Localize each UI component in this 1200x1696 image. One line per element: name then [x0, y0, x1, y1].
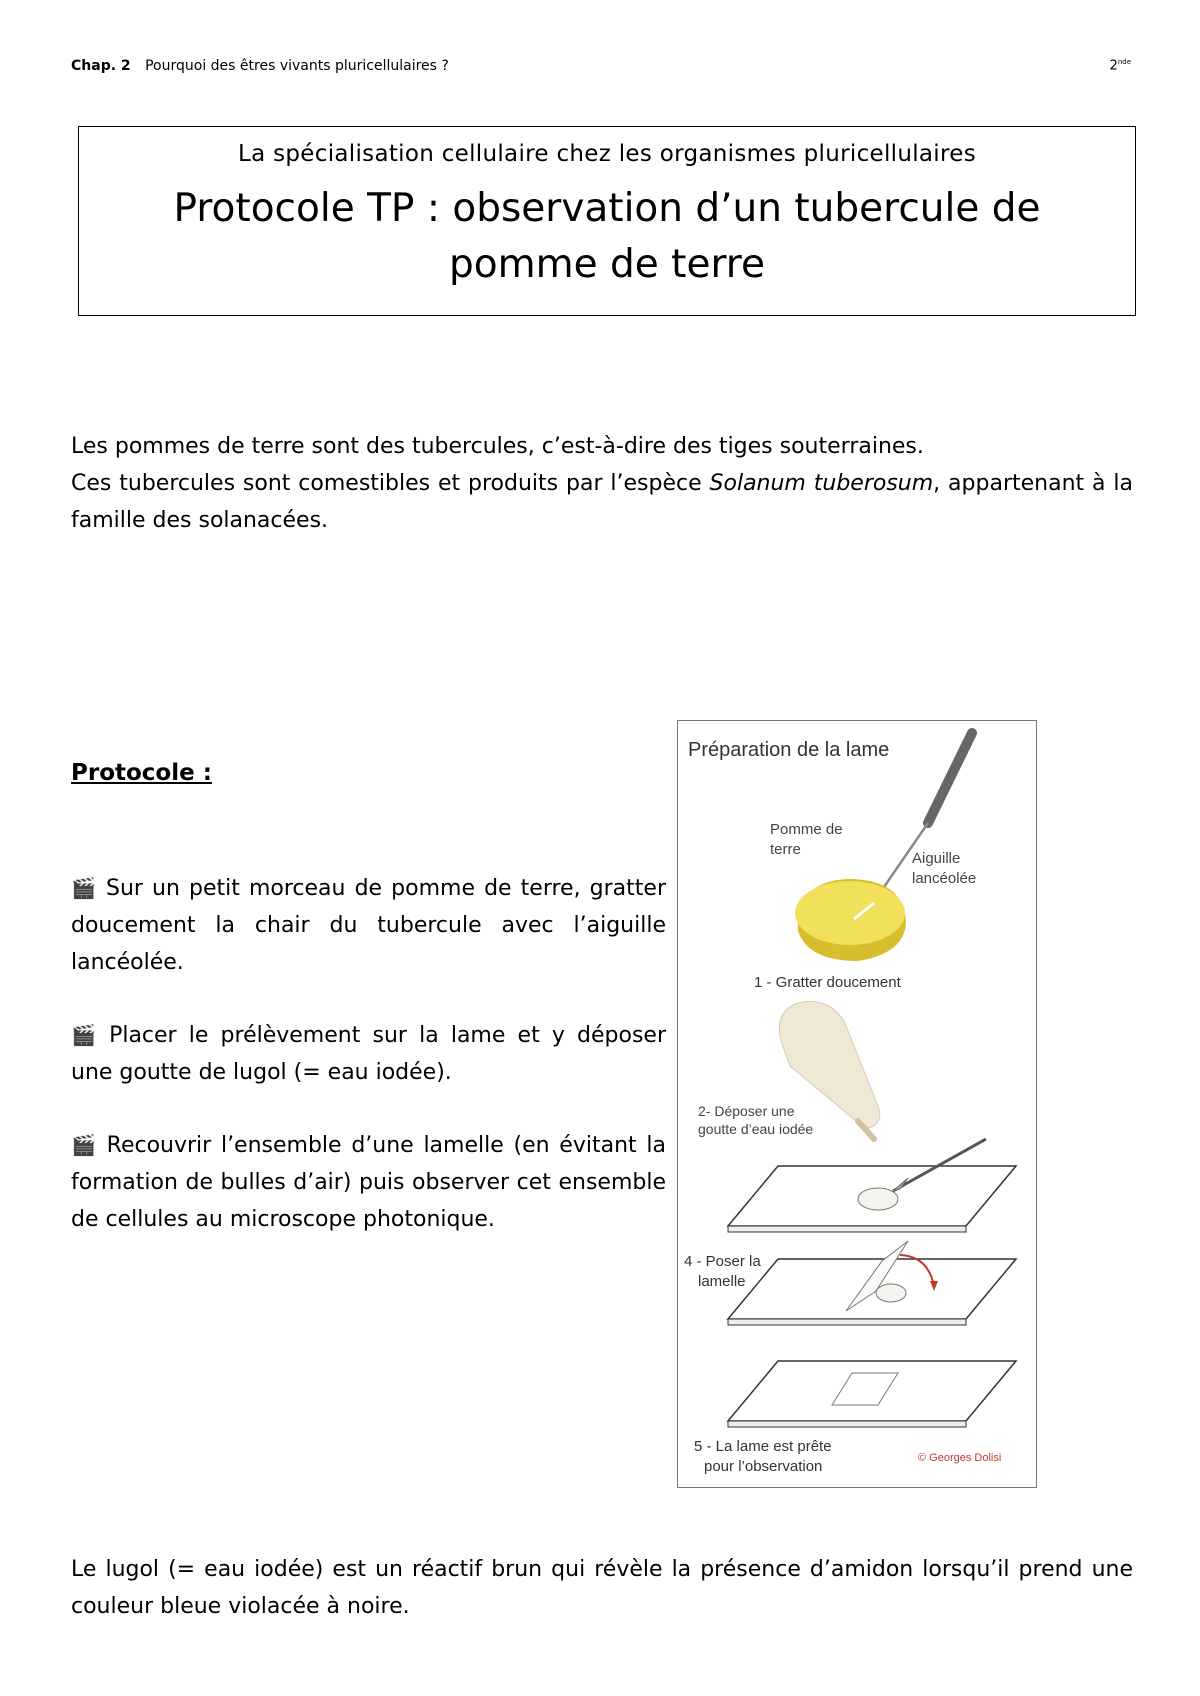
slide-ready: [728, 1361, 1016, 1427]
slide-with-drop: [728, 1139, 1016, 1232]
svg-text:lancéolée: lancéolée: [912, 870, 977, 887]
svg-text:goutte d’eau iodée: goutte d’eau iodée: [698, 1121, 814, 1137]
intro-line-1: Les pommes de terre sont des tubercules, c’est-à-dire des tiges souterraines.: [71, 434, 924, 459]
slide-preparation-figure: [677, 720, 1037, 1488]
svg-text:Aiguille: Aiguille: [912, 850, 961, 867]
document-title: Protocole TP : observation d’un tubercule de pomme de terre: [173, 186, 1041, 287]
clapperboard-icon: 🎬: [71, 876, 98, 900]
svg-text:4 - Poser la: 4 - Poser la: [684, 1253, 761, 1270]
svg-text:1 - Gratter doucement: 1 - Gratter doucement: [754, 974, 901, 991]
document-subtitle: La spécialisation cellulaire chez les organismes pluricellulaires: [238, 141, 976, 167]
protocol-heading: Protocole :: [71, 760, 212, 786]
clapperboard-icon: 🎬: [71, 1023, 102, 1047]
svg-text:lamelle: lamelle: [698, 1273, 746, 1290]
chapter-title: Pourquoi des êtres vivants pluricellulaires ?: [145, 58, 449, 74]
svg-text:pour l’observation: pour l’observation: [704, 1458, 823, 1475]
potato-icon: [795, 879, 906, 961]
slide-with-coverslip: [728, 1241, 1016, 1325]
title-box: [78, 126, 1136, 316]
svg-text:© Georges Dolisi: © Georges Dolisi: [918, 1452, 1002, 1464]
clapperboard-icon: 🎬: [71, 1133, 99, 1157]
species-name: Solanum tuberosum: [709, 471, 934, 496]
lugol-explanation: Le lugol (= eau iodée) est un réactif brun qui révèle la présence d’amidon lorsqu’il prend une couleur bleue violacée à noire.: [71, 1557, 1133, 1619]
figure-title: Préparation de la lame: [688, 739, 890, 761]
protocol-steps: [71, 870, 666, 1274]
intro-line-2: Ces tubercules sont comestibles et produits par l’espèce Solanum tuberosum, appartenant à la famille des solanacées.: [71, 471, 1134, 533]
intro-paragraph: [71, 428, 1133, 539]
chapter-label: Chap. 2: [71, 58, 131, 74]
class-level: 2nde: [1109, 58, 1131, 74]
svg-text:2- Déposer une: 2- Déposer une: [698, 1103, 795, 1119]
svg-text:terre: terre: [770, 841, 801, 858]
svg-text:5 - La lame est prête: 5 - La lame est prête: [694, 1438, 832, 1455]
protocol-step: 🎬 Sur un petit morceau de pomme de terre, gratter doucement la chair du tubercule avec l’aiguille lancéolée.: [71, 876, 666, 975]
svg-text:Pomme de: Pomme de: [770, 821, 843, 838]
page-header: [71, 58, 1131, 74]
protocol-step: 🎬 Placer le prélèvement sur la lame et y déposer une goutte de lugol (= eau iodée).: [71, 1023, 666, 1085]
protocol-step: 🎬 Recouvrir l’ensemble d’une lamelle (en évitant la formation de bulles d’air) puis observer cet ensemble de cellules au microscope photonique.: [71, 1133, 666, 1232]
